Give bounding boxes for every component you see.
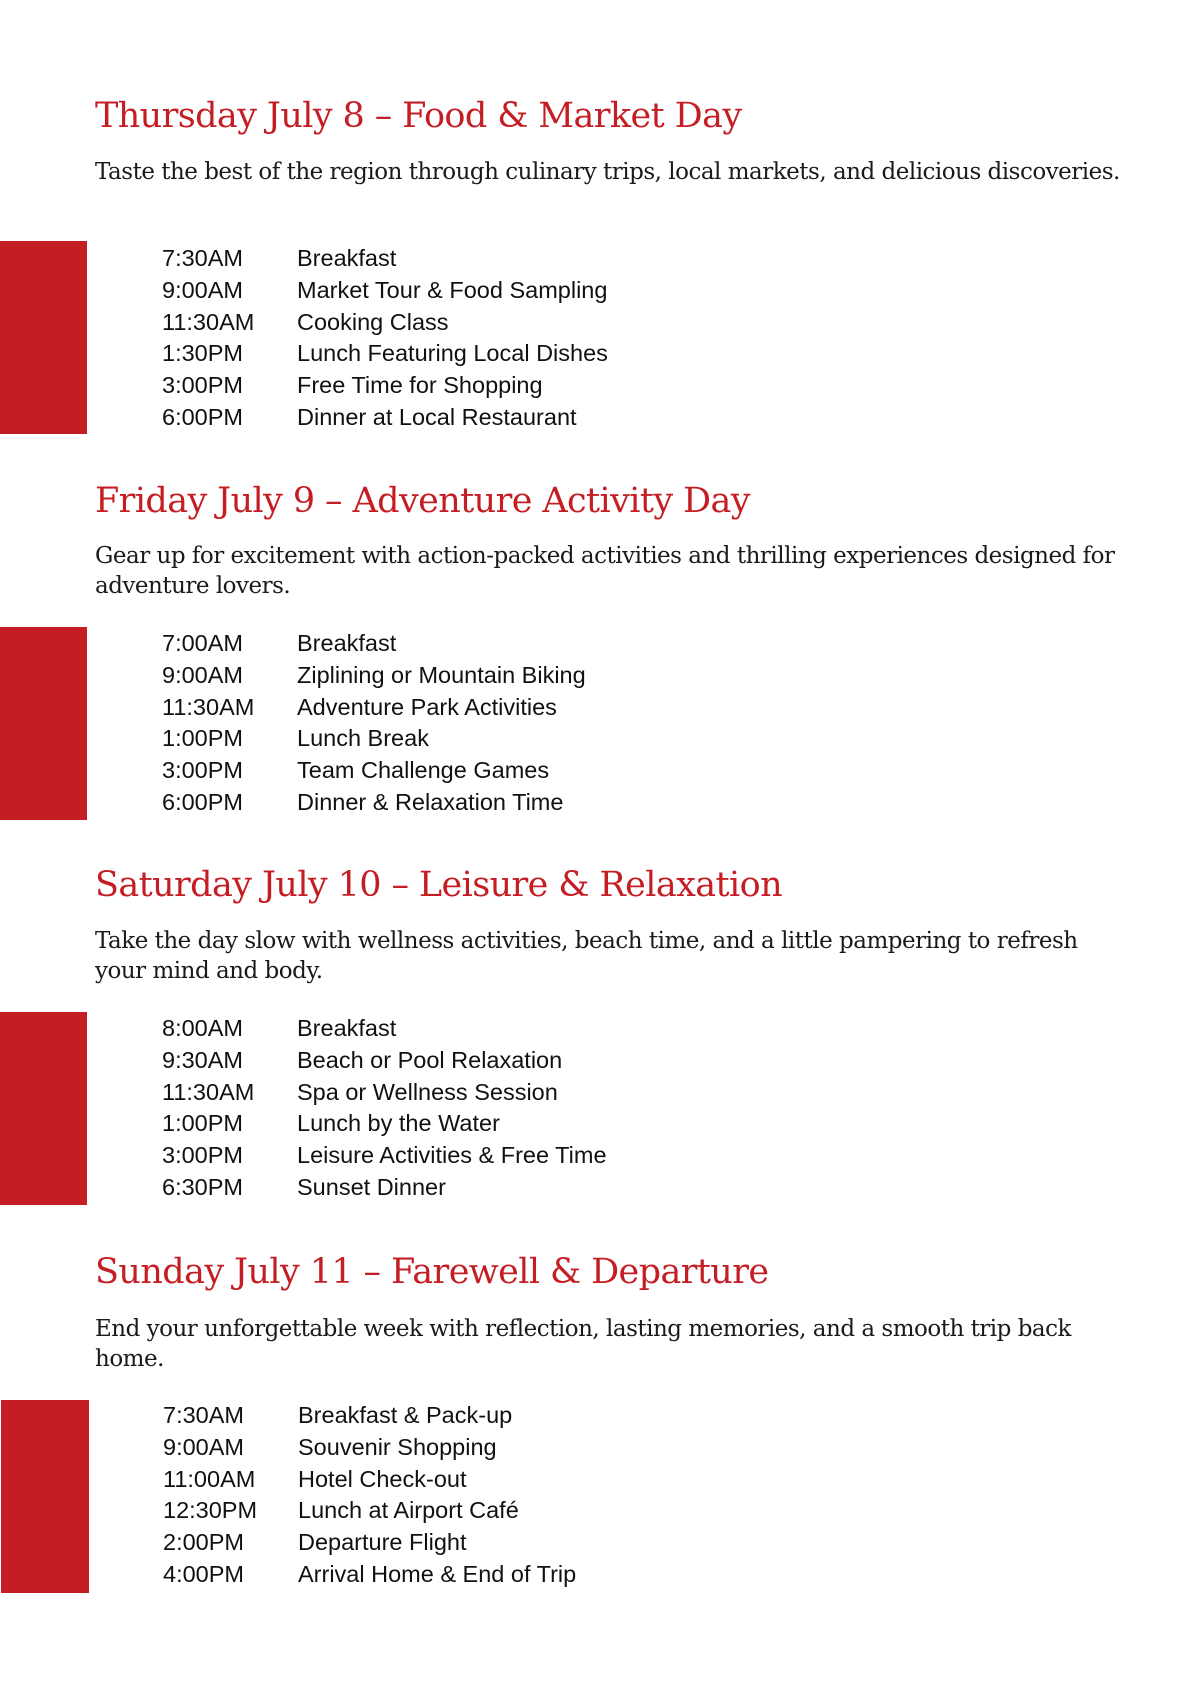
accent-block bbox=[0, 627, 87, 820]
schedule-row bbox=[162, 402, 608, 434]
schedule-row bbox=[162, 787, 586, 819]
schedule-row bbox=[163, 1559, 576, 1591]
schedule-time: 12:30PM bbox=[163, 1497, 258, 1524]
schedule-time: 7:00AM bbox=[162, 630, 243, 656]
schedule-time: 11:30AM bbox=[162, 693, 255, 720]
schedule-row bbox=[162, 338, 608, 370]
schedule-time: 7:30AM bbox=[163, 1402, 244, 1428]
schedule-time: 6:30PM bbox=[162, 1173, 243, 1200]
schedule-row bbox=[162, 275, 608, 307]
schedule-row bbox=[162, 1013, 607, 1045]
schedule-list bbox=[162, 628, 586, 819]
schedule-activity: Team Challenge Games bbox=[297, 757, 550, 784]
schedule-time: 9:00AM bbox=[162, 276, 243, 303]
day-title: Saturday July 10 – Leisure & Relaxation bbox=[95, 865, 783, 905]
accent-block bbox=[0, 1012, 87, 1205]
schedule-list bbox=[163, 1400, 576, 1591]
schedule-activity: Breakfast bbox=[297, 245, 397, 271]
schedule-row bbox=[162, 692, 586, 724]
schedule-row bbox=[162, 723, 586, 755]
day-title: Friday July 9 – Adventure Activity Day bbox=[95, 481, 750, 521]
schedule-time: 4:00PM bbox=[163, 1560, 244, 1587]
schedule-time: 1:00PM bbox=[162, 1110, 243, 1137]
schedule-row bbox=[162, 243, 608, 275]
schedule-row bbox=[162, 1172, 607, 1204]
schedule-row bbox=[162, 628, 586, 660]
schedule-time: 11:30AM bbox=[162, 1078, 255, 1105]
schedule-activity: Adventure Park Activities bbox=[297, 693, 557, 720]
schedule-activity: Free Time for Shopping bbox=[297, 372, 543, 399]
schedule-row bbox=[162, 660, 586, 692]
schedule-time: 3:00PM bbox=[162, 372, 243, 399]
schedule-activity: Lunch by the Water bbox=[297, 1110, 500, 1137]
day-description: End your unforgettable week with reflection, lasting memories, and a smooth trip back home. bbox=[95, 1316, 1071, 1372]
schedule-time: 9:00AM bbox=[163, 1433, 244, 1460]
schedule-row bbox=[162, 1108, 607, 1140]
schedule-activity: Leisure Activities & Free Time bbox=[297, 1142, 607, 1169]
schedule-list bbox=[162, 243, 608, 434]
schedule-row bbox=[162, 370, 608, 402]
schedule-activity: Hotel Check-out bbox=[298, 1465, 467, 1492]
schedule-time: 6:00PM bbox=[162, 788, 243, 815]
day-description: Taste the best of the region through culinary trips, local markets, and delicious discoveries. bbox=[95, 159, 1120, 185]
day-description: Take the day slow with wellness activities, beach time, and a little pampering to refresh your mind and body. bbox=[95, 928, 1078, 984]
schedule-activity: Departure Flight bbox=[298, 1529, 467, 1556]
schedule-row bbox=[163, 1432, 576, 1464]
schedule-time: 1:30PM bbox=[162, 340, 243, 367]
schedule-row bbox=[162, 755, 586, 787]
schedule-time: 2:00PM bbox=[163, 1529, 244, 1556]
schedule-time: 9:00AM bbox=[162, 661, 243, 688]
schedule-time: 7:30AM bbox=[162, 245, 243, 271]
schedule-row bbox=[162, 1045, 607, 1077]
schedule-activity: Breakfast & Pack-up bbox=[298, 1402, 513, 1428]
accent-block bbox=[1, 1400, 89, 1593]
schedule-time: 1:00PM bbox=[162, 725, 243, 752]
schedule-activity: Spa or Wellness Session bbox=[297, 1078, 558, 1105]
schedule-activity: Arrival Home & End of Trip bbox=[298, 1560, 577, 1587]
schedule-row bbox=[163, 1400, 576, 1432]
schedule-activity: Souvenir Shopping bbox=[298, 1433, 497, 1460]
schedule-activity: Breakfast bbox=[297, 1015, 397, 1041]
schedule-row bbox=[163, 1464, 576, 1496]
schedule-activity: Beach or Pool Relaxation bbox=[297, 1046, 563, 1073]
schedule-activity: Sunset Dinner bbox=[297, 1173, 446, 1200]
schedule-time: 6:00PM bbox=[162, 403, 243, 430]
schedule-activity: Cooking Class bbox=[297, 308, 449, 335]
schedule-activity: Ziplining or Mountain Biking bbox=[297, 661, 586, 688]
schedule-activity: Lunch at Airport Café bbox=[298, 1497, 519, 1524]
schedule-activity: Market Tour & Food Sampling bbox=[297, 276, 608, 303]
schedule-activity: Dinner at Local Restaurant bbox=[297, 403, 577, 430]
schedule-activity: Lunch Featuring Local Dishes bbox=[297, 340, 608, 367]
schedule-time: 9:30AM bbox=[162, 1046, 243, 1073]
schedule-time: 3:00PM bbox=[162, 1142, 243, 1169]
day-description: Gear up for excitement with action-packed activities and thrilling experiences designed for adventure lovers. bbox=[95, 543, 1115, 599]
schedule-activity: Breakfast bbox=[297, 630, 397, 656]
schedule-row bbox=[163, 1527, 576, 1559]
schedule-time: 11:30AM bbox=[162, 308, 255, 335]
schedule-row bbox=[163, 1495, 576, 1527]
schedule-time: 11:00AM bbox=[163, 1465, 256, 1492]
day-title: Sunday July 11 – Farewell & Departure bbox=[95, 1252, 769, 1292]
schedule-list bbox=[162, 1013, 607, 1204]
schedule-row bbox=[162, 307, 608, 339]
schedule-time: 3:00PM bbox=[162, 757, 243, 784]
schedule-row bbox=[162, 1140, 607, 1172]
schedule-activity: Lunch Break bbox=[297, 725, 429, 752]
schedule-row bbox=[162, 1077, 607, 1109]
schedule-time: 8:00AM bbox=[162, 1015, 243, 1041]
accent-block bbox=[0, 241, 87, 434]
schedule-activity: Dinner & Relaxation Time bbox=[297, 788, 564, 815]
day-title: Thursday July 8 – Food & Market Day bbox=[95, 96, 742, 136]
